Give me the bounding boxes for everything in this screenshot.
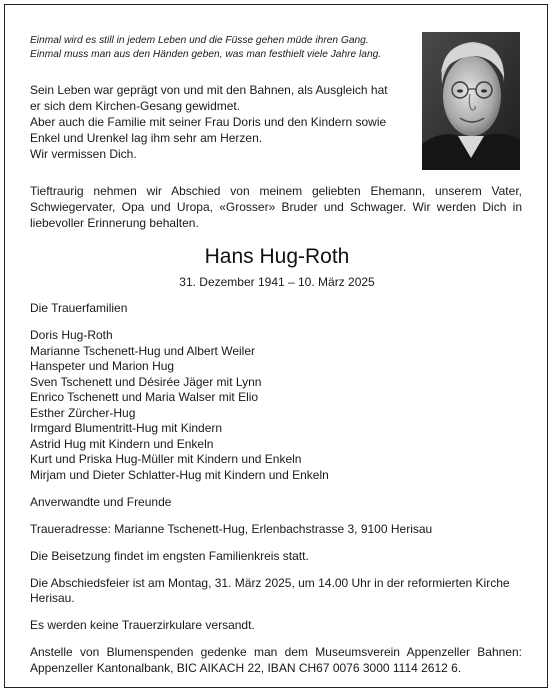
notice-body xyxy=(30,301,522,688)
mourner-entry: Kurt und Priska Hug-Müller mit Kindern und Enkeln xyxy=(30,452,302,466)
mourner-entry: Hanspeter und Marion Hug xyxy=(30,359,175,373)
mourner-entry: Esther Zürcher-Hug xyxy=(30,405,136,420)
ceremony-note: Die Abschiedsfeier ist am Montag, 31. März 2025, um 14.00 Uhr in der reformierten Kirche Herisau. xyxy=(30,575,510,605)
mourner-entry: Sven Tschenett und Désirée Jäger mit Lynn xyxy=(30,374,262,389)
motto-line: Einmal muss man aus den Händen geben, was man festhielt viele Jahre lang. xyxy=(30,49,382,60)
mourner-entry: Marianne Tschenett-Hug und Albert Weiler xyxy=(30,343,256,358)
mourner-entry: Mirjam und Dieter Schlatter-Hug mit Kindern und Enkeln xyxy=(30,467,329,482)
mourning-address: Traueradresse: Marianne Tschenett-Hug, Erlenbachstrasse 3, 9100 Herisau xyxy=(30,521,433,536)
mourners-heading: Die Trauerfamilien xyxy=(30,301,128,315)
relatives-line: Anverwandte und Freunde xyxy=(30,494,172,509)
no-circulars-note: Es werden keine Trauerzirkulare versandt. xyxy=(30,618,255,632)
intro-line: er sich dem Kirchen-Gesang gewidmet. xyxy=(30,99,241,113)
mourners-list xyxy=(30,328,522,483)
donation-note: Anstelle von Blumenspenden gedenke man dem Museumsverein Appenzeller Bahnen: Appenzeller Kantonalbank, BIC AIKACH 22, IBAN CH67 0076 3000 1114 2612 6. xyxy=(30,645,522,675)
mourner-entry: Astrid Hug mit Kindern und Enkeln xyxy=(30,436,214,451)
life-dates: 31. Dezember 1941 – 10. März 2025 xyxy=(179,275,375,289)
intro-line: Enkel und Urenkel lag ihm sehr am Herzen. xyxy=(30,131,263,145)
burial-note: Die Beisetzung findet im engsten Familienkreis statt. xyxy=(30,548,309,563)
motto-line: Einmal wird es still in jedem Leben und die Füsse gehen müde ihren Gang. xyxy=(30,35,369,46)
farewell-paragraph: Tieftraurig nehmen wir Abschied von meinem geliebten Ehemann, unserem Vater, Schwiegervater, Opa und Uropa, «Grosser» Bruder und Schwager. Wir werden Dich in liebevoller Erinnerung behalten. xyxy=(30,184,522,230)
intro-line: Wir vermissen Dich. xyxy=(30,147,137,161)
deceased-name: Hans Hug-Roth xyxy=(204,245,350,268)
mourner-entry: Irmgard Blumentritt-Hug mit Kindern xyxy=(30,421,223,435)
mourner-entry: Doris Hug-Roth xyxy=(30,328,113,342)
intro-line: Sein Leben war geprägt von und mit den Bahnen, als Ausgleich hat xyxy=(30,83,388,97)
mourner-entry: Enrico Tschenett und Maria Walser mit Elio xyxy=(30,390,259,404)
intro-text xyxy=(30,82,410,162)
intro-line: Aber auch die Familie mit seiner Frau Doris und den Kindern sowie xyxy=(30,115,387,129)
portrait-photo xyxy=(422,32,520,170)
motto-verse xyxy=(30,34,410,62)
